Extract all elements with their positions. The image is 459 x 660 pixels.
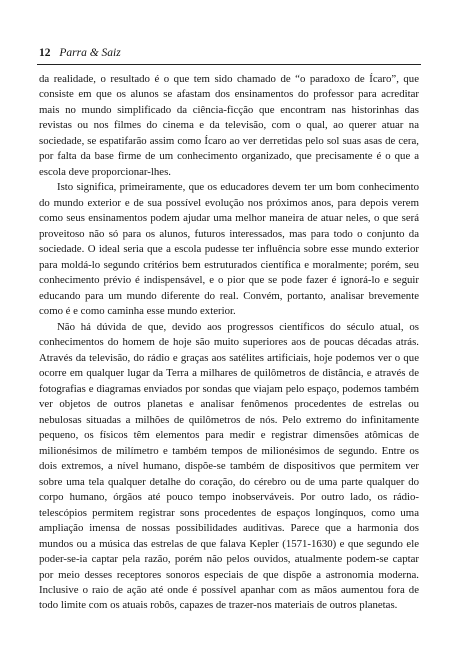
paragraph-1: da realidade, o resultado é o que tem sido chamado de “o paradoxo de Ícaro”, que consiste em que os alunos se afastam dos ensinamentos do professor para acreditar mais no mundo simplificado da ciência-ficção que encontram nas historinhas das revistas ou nos filmes do cinema e da televisão, com o qual, ao querer atuar na sociedade, se espatifarão assim como Ícaro ao ver derretidas pelo sol suas asas de cera, por falta da base firme de um conhecimento organizado, que precisamente é o que a escola deve proporcionar-lhes. [39, 73, 419, 178]
running-title: Parra & Saiz [59, 47, 121, 59]
paragraph-2: Isto significa, primeiramente, que os educadores devem ter um bom conhecimento do mundo exterior e de sua possível evolução nos próximos anos, para depois verem como seus ensinamentos podem ajudar uma melhor maneira de atuar neles, o que será proveitoso não só para os alunos, futuros interessados, mas para todo o conjunto da sociedade. O ideal seria que a escola pudesse ter influência sobre esse mundo exterior para moldá-lo segundo critérios bem estruturados científica e moralmente; porém, seu conhecimento prévio é indispensável, e o pior que se pode fazer é ignorá-lo e seguir educando para um mundo diferente do real. Convém, portanto, analisar brevemente como é e como caminha esse mundo exterior. [39, 181, 419, 318]
body-text [39, 72, 419, 614]
page-number: 12 [39, 47, 51, 59]
running-header [39, 46, 419, 60]
header-rule [37, 64, 421, 65]
paragraph-3: Não há dúvida de que, devido aos progressos científicos do século atual, os conhecimentos do homem de hoje são muito superiores aos de poucas décadas atrás. Através da televisão, do rádio e graças aos satélites artificiais, hoje podemos ver o que ocorre em qualquer lugar da Terra a milhares de quilômetros de distância, e através de fotografias e diagramas enviados por sondas que viajam pelo espaço, podemos também ver objetos de outros planetas e analisar fenômenos procedentes de estrelas ou nebulosas situadas a milhões de quilômetros de nós. Pelo extremo do infinitamente pequeno, os físicos têm elementos para medir e registrar dimensões atômicas de milionésimos de milímetro e também tempos de milionésimos de segundo. Entre os dois extremos, a nível humano, dispõe-se também de dispositivos que permitem ver sobre uma tela qualquer detalhe do coração, do cérebro ou de uma parte qualquer do corpo humano, órgãos até pouco tempo inobserváveis. Por outro lado, os rádio-telescópios permitem registrar sons procedentes de espaços longínquos, como uma ampliação imensa de nossas possibilidades auditivas. Parece que a harmonia dos mundos ou a música das estrelas de que falava Kepler (1571-1630) e que segundo ele poder-se-ia captar pela razão, porém não pelos ouvidos, atualmente podem-se captar por meio desses receptores sonoros especiais de que dispõe a astronomia moderna. Inclusive o raio de ação até onde é possível apanhar com as mãos aumentou fora de todo limite com os atuais robôs, capazes de trazer-nos materiais de outros planetas. [39, 320, 419, 612]
